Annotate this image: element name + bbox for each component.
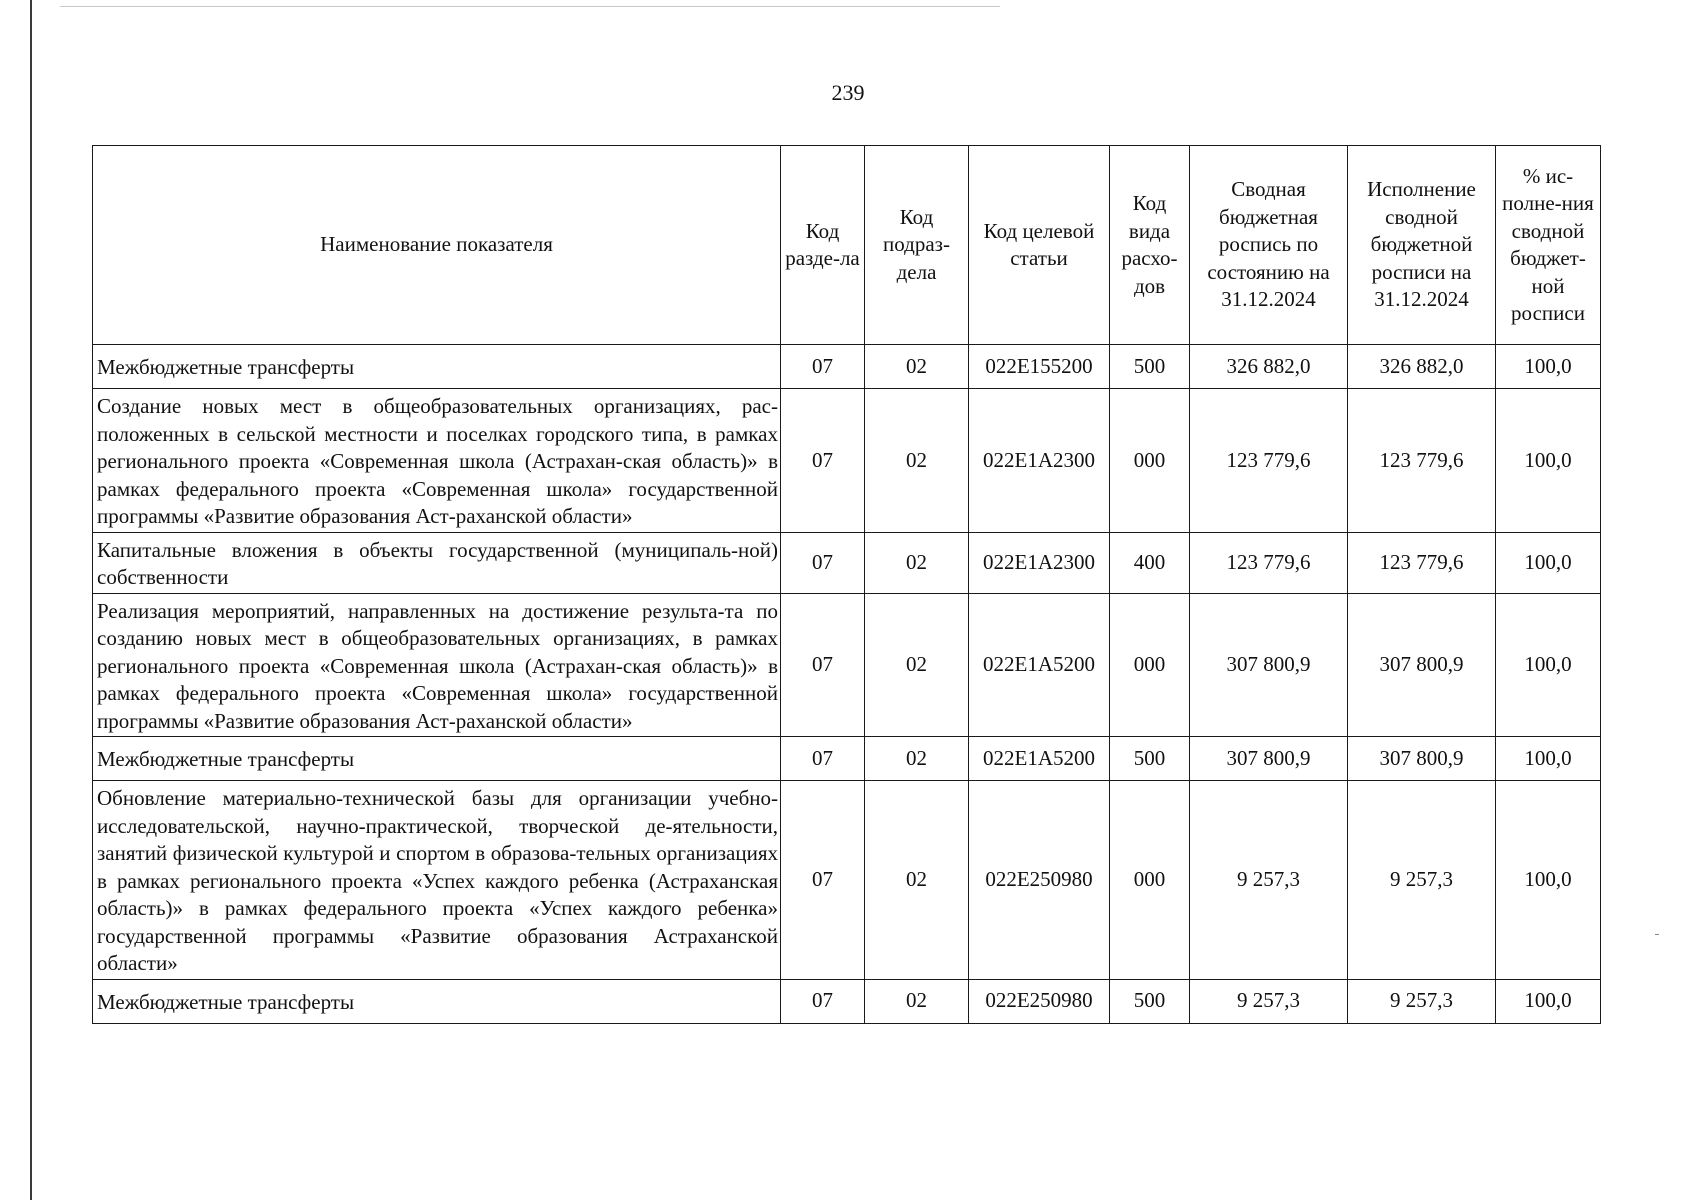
row-percent: 100,0	[1496, 737, 1601, 781]
header-percent: % ис-полне-ния сводной бюджет-ной росписи	[1496, 146, 1601, 345]
scan-artifact	[1655, 934, 1659, 935]
row-target-code: 022E1A2300	[969, 389, 1110, 533]
row-executed: 307 800,9	[1348, 593, 1496, 737]
table-row	[93, 979, 1601, 1023]
table-row	[93, 345, 1601, 389]
row-name: Реализация мероприятий, направленных на достижение результа-та по созданию новых мест в общеобразовательных организациях, в рамках регионального проекта «Современная школа (Астрахан-ская область)» в рамках федерального проекта «Современная школа» государственной программы «Развитие образования Аст-раханской области»	[93, 593, 781, 737]
row-section-code: 07	[781, 389, 865, 533]
row-expense-code: 500	[1110, 979, 1190, 1023]
header-section-code: Код разде-ла	[781, 146, 865, 345]
table-row	[93, 532, 1601, 593]
table-row	[93, 593, 1601, 737]
row-executed: 326 882,0	[1348, 345, 1496, 389]
row-section-code: 07	[781, 532, 865, 593]
row-target-code: 022E1A5200	[969, 593, 1110, 737]
page-number: 239	[831, 80, 865, 105]
row-percent: 100,0	[1496, 781, 1601, 980]
row-expense-code: 000	[1110, 593, 1190, 737]
header-planned: Сводная бюджетная роспись по состоянию на 31.12.2024	[1190, 146, 1348, 345]
row-planned: 307 800,9	[1190, 593, 1348, 737]
row-planned: 326 882,0	[1190, 345, 1348, 389]
header-name: Наименование показателя	[93, 146, 781, 345]
row-name: Обновление материально-технической базы для организации учебно-исследовательской, научно-практической, творческой де-ятельности, занятий физической культурой и спортом в образова-тельных организациях в рамках регионального проекта «Успех каждого ребенка (Астраханская область)» в рамках федерального проекта «Успех каждого ребенка» государственной программы «Развитие образования Астраханской области»	[93, 781, 781, 980]
row-section-code: 07	[781, 781, 865, 980]
row-executed: 123 779,6	[1348, 532, 1496, 593]
row-expense-code: 500	[1110, 737, 1190, 781]
row-planned: 123 779,6	[1190, 532, 1348, 593]
budget-table	[92, 145, 1601, 1024]
row-planned: 9 257,3	[1190, 781, 1348, 980]
row-section-code: 07	[781, 979, 865, 1023]
row-expense-code: 000	[1110, 389, 1190, 533]
row-target-code: 022E1A2300	[969, 532, 1110, 593]
row-executed: 9 257,3	[1348, 979, 1496, 1023]
row-subsection-code: 02	[865, 532, 969, 593]
row-subsection-code: 02	[865, 345, 969, 389]
row-section-code: 07	[781, 345, 865, 389]
row-planned: 9 257,3	[1190, 979, 1348, 1023]
row-percent: 100,0	[1496, 593, 1601, 737]
header-executed: Исполнение сводной бюджетной росписи на 31.12.2024	[1348, 146, 1496, 345]
row-planned: 123 779,6	[1190, 389, 1348, 533]
row-subsection-code: 02	[865, 593, 969, 737]
row-subsection-code: 02	[865, 781, 969, 980]
row-planned: 307 800,9	[1190, 737, 1348, 781]
row-expense-code: 500	[1110, 345, 1190, 389]
row-section-code: 07	[781, 737, 865, 781]
table-row	[93, 389, 1601, 533]
row-name: Межбюджетные трансферты	[93, 979, 781, 1023]
row-subsection-code: 02	[865, 979, 969, 1023]
row-percent: 100,0	[1496, 345, 1601, 389]
table-header-row	[93, 146, 1601, 345]
row-expense-code: 000	[1110, 781, 1190, 980]
row-target-code: 022E1A5200	[969, 737, 1110, 781]
row-subsection-code: 02	[865, 737, 969, 781]
table-row	[93, 781, 1601, 980]
header-subsection-code: Код подраз-дела	[865, 146, 969, 345]
row-name: Межбюджетные трансферты	[93, 737, 781, 781]
row-expense-code: 400	[1110, 532, 1190, 593]
row-percent: 100,0	[1496, 979, 1601, 1023]
left-margin-line	[30, 0, 32, 1200]
row-executed: 307 800,9	[1348, 737, 1496, 781]
row-percent: 100,0	[1496, 532, 1601, 593]
row-percent: 100,0	[1496, 389, 1601, 533]
row-target-code: 022E250980	[969, 781, 1110, 980]
row-subsection-code: 02	[865, 389, 969, 533]
top-scan-rule	[60, 6, 1000, 7]
row-executed: 123 779,6	[1348, 389, 1496, 533]
row-target-code: 022E155200	[969, 345, 1110, 389]
row-target-code: 022E250980	[969, 979, 1110, 1023]
table-row	[93, 737, 1601, 781]
header-target-code: Код целевой статьи	[969, 146, 1110, 345]
row-name: Капитальные вложения в объекты государственной (муниципаль-ной) собственности	[93, 532, 781, 593]
row-section-code: 07	[781, 593, 865, 737]
row-name: Межбюджетные трансферты	[93, 345, 781, 389]
row-name: Создание новых мест в общеобразовательных организациях, рас-положенных в сельской местности и поселках городского типа, в рамках регионального проекта «Современная школа (Астрахан-ская область)» в рамках федерального проекта «Современная школа» государственной программы «Развитие образования Аст-раханской области»	[93, 389, 781, 533]
row-executed: 9 257,3	[1348, 781, 1496, 980]
header-expense-code: Код вида расхо-дов	[1110, 146, 1190, 345]
